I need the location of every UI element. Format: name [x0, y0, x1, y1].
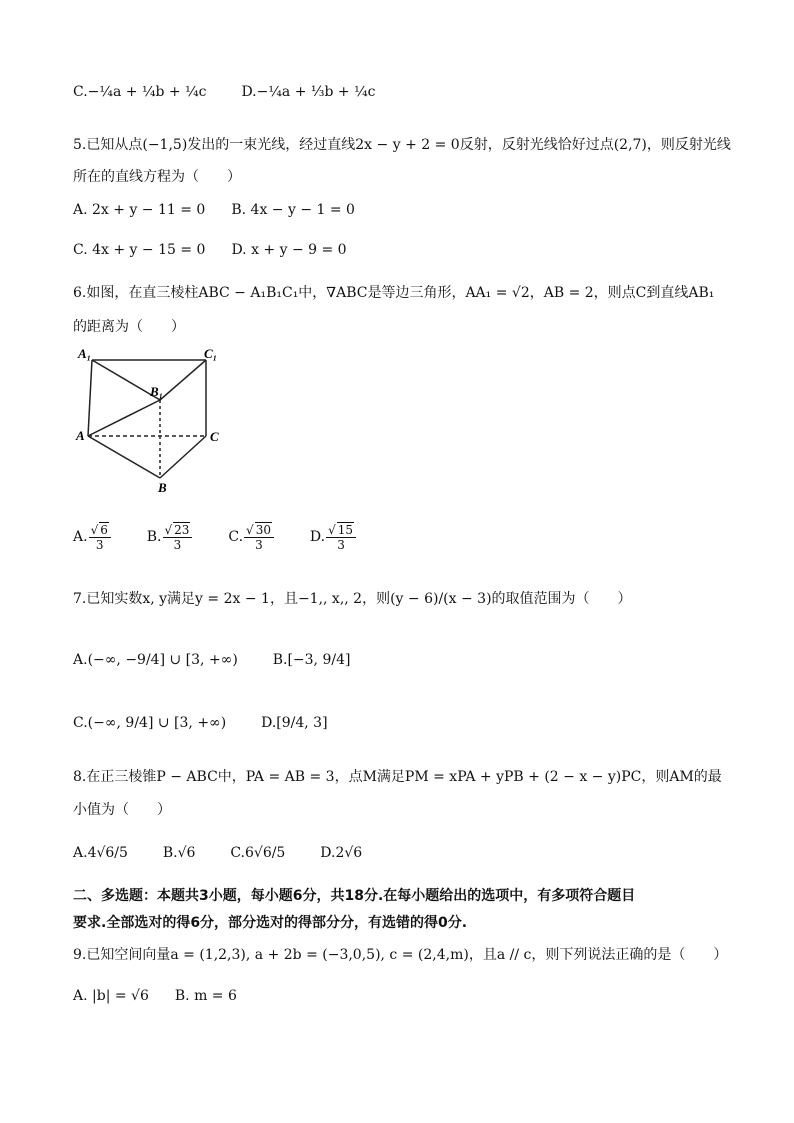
q7-stem: 7.已知实数x, y满足y = 2x − 1，且−1,, x,, 2，则(y − 6)/(x − 3)的取值范围为（ ） — [73, 591, 632, 607]
q7-option-c: C.(−∞, 9/4] ∪ [3, +∞) — [73, 715, 227, 731]
q6-option-b: B. $\frac{√ 23}{3}$ — [147, 529, 194, 545]
q9-option-b: B. m = 6 — [174, 988, 237, 1004]
q4-option-c: C.−¼a + ¼b + ¼c — [73, 84, 207, 100]
label-a: A — [76, 428, 85, 443]
q6-stem-line2: 的距离为（ ） — [73, 319, 185, 335]
q8-option-a: A.4√6/5 — [73, 845, 128, 861]
label-b: B — [158, 480, 167, 495]
q5-options-row2 — [73, 240, 347, 260]
q5-stem-line1: 5.已知从点(−1,5)发出的一束光线，经过直线2x − y + 2 = 0反射，反射光线恰好过点(2,7)，则反射光线 — [73, 137, 731, 153]
label-c1: C₁ — [204, 346, 218, 361]
q5-option-b: B. 4x − y − 1 = 0 — [231, 202, 355, 218]
q7-option-a: A.(−∞, −9/4] ∪ [3, +∞) — [73, 652, 238, 668]
q8-options-row — [73, 843, 362, 863]
q8-stem-line1: 8.在正三棱锥P − ABC中，PA = AB = 3，点M满足PM = xPA + yPB + (2 − x − y)PC，则AM的最 — [73, 769, 722, 785]
section2-heading-line2: 要求.全部选对的得6分，部分选对的得部分分，有选错的得0分. — [73, 915, 468, 931]
q5-option-c: C. 4x + y − 15 = 0 — [73, 242, 206, 258]
q5-option-a: A. 2x + y − 11 = 0 — [73, 202, 206, 218]
q8-option-d: D.2√6 — [320, 845, 363, 861]
section2-heading-line1: 二、多选题：本题共3小题，每小题6分，共18分.在每小题给出的选项中，有多项符合题目 — [73, 888, 636, 904]
q5-options-row1 — [73, 200, 355, 220]
q7-options-row2 — [73, 713, 328, 733]
edge-ab — [88, 436, 160, 478]
q4-option-d: D.−¼a + ⅓b + ¼c — [241, 84, 376, 100]
edge-a1a — [88, 360, 92, 436]
q4-options-row — [73, 82, 375, 102]
prism-figure — [72, 346, 232, 496]
q9-options-row — [73, 986, 237, 1006]
q9-stem: 9.已知空间向量a = (1,2,3), a + 2b = (−3,0,5), c = (2,4,m)，且a // c，则下列说法正确的是（ ） — [73, 947, 728, 963]
edge-bc — [160, 436, 206, 478]
q5-option-d: D. x + y − 9 = 0 — [231, 242, 347, 258]
q8-stem-line2: 小值为（ ） — [73, 802, 171, 818]
segment-ab1 — [88, 400, 160, 436]
label-c: C — [210, 429, 219, 444]
label-a1: A₁ — [78, 346, 92, 361]
q7-options-row1 — [73, 650, 350, 670]
q7-option-b: B.[−3, 9/4] — [272, 652, 351, 668]
q5-stem-line2: 所在的直线方程为（ ） — [73, 169, 241, 185]
q8-option-b: B.√6 — [162, 845, 196, 861]
q7-option-d: D.[9/4, 3] — [261, 715, 328, 731]
q6-options-row — [73, 520, 357, 554]
q8-option-c: C.6√6/5 — [230, 845, 286, 861]
q6-option-d: D. $\frac{√ 15}{3}$ — [310, 529, 357, 545]
q6-stem-line1: 6.如图，在直三棱柱ABC − A₁B₁C₁中，∇ABC是等边三角形，AA₁ = √2，AB = 2，则点C到直线AB₁ — [73, 285, 715, 301]
edge-b1c1 — [160, 360, 206, 400]
q6-option-a: A. $\frac{√ 6}{3}$ — [73, 529, 112, 545]
label-b1: B₁ — [150, 384, 164, 399]
q6-option-c: C. $\frac{√ 30}{3}$ — [228, 529, 275, 545]
q9-option-a: A. |b| = √6 — [73, 988, 149, 1004]
